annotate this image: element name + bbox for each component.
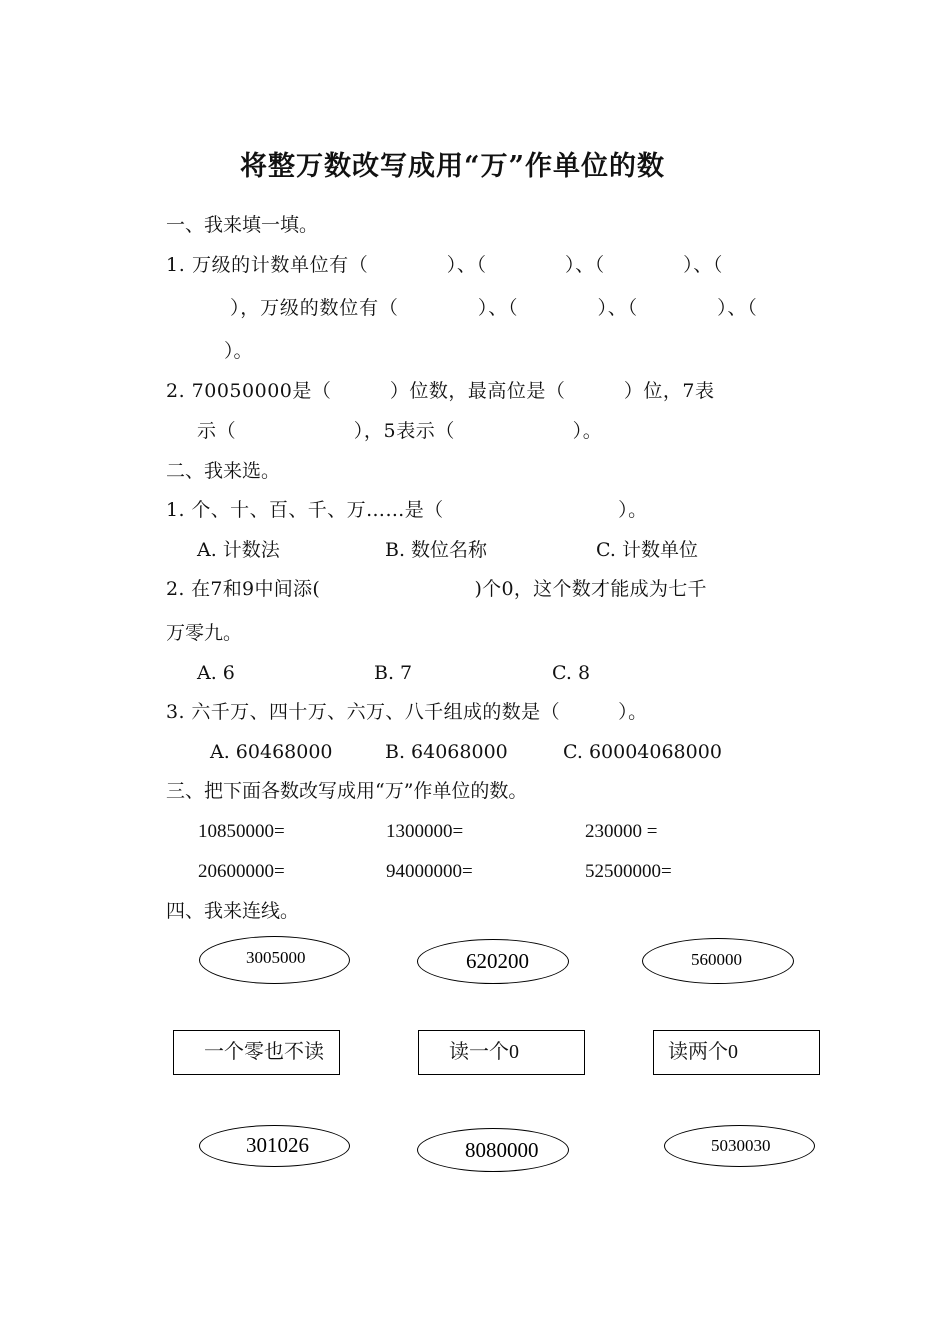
page-title: 将整万数改写成用“万”作单位的数 [240, 151, 666, 182]
number-oval [642, 938, 794, 984]
s2-q1-option-c: C. 计数单位 [596, 539, 698, 561]
conversion-item: 230000 = [585, 821, 658, 842]
s2-q3-option-b: B. 64068000 [385, 741, 508, 763]
s2-q2-line1: 2. 在7和9中间添( )个0，这个数才能成为七千 [166, 578, 707, 600]
section-1-heading: 一、我来填一填。 [166, 214, 319, 236]
s1-q1-line3: ）。 [224, 340, 253, 362]
section-4-heading: 四、我来连线。 [166, 900, 300, 922]
section-3-heading: 三、把下面各数改写成用“万”作单位的数。 [166, 780, 528, 802]
number-oval [417, 1128, 569, 1172]
s1-q1-line1: 1. 万级的计数单位有（ ）、（ ）、（ ）、（ [166, 254, 723, 276]
s2-q1-option-a: A. 计数法 [197, 539, 280, 561]
conversion-item: 52500000= [585, 861, 672, 882]
s2-q2-line2: 万零九。 [166, 622, 243, 644]
s2-q2-option-b: B. 7 [374, 662, 413, 684]
conversion-item: 10850000= [198, 821, 285, 842]
oval-number: 620200 [466, 949, 529, 973]
reading-box [173, 1030, 340, 1075]
oval-number: 8080000 [465, 1138, 539, 1162]
reading-box [418, 1030, 585, 1075]
s2-q2-option-a: A. 6 [197, 662, 235, 684]
number-oval [417, 939, 569, 984]
s2-q1-option-b: B. 数位名称 [385, 539, 488, 561]
oval-number: 5030030 [711, 1136, 771, 1155]
s2-q2-option-c: C. 8 [552, 662, 591, 684]
conversion-item: 1300000= [386, 821, 464, 842]
number-oval [664, 1125, 815, 1167]
s1-q2-line1: 2. 70050000是（ ）位数，最高位是（ ）位，7表 [166, 380, 715, 402]
s2-q1-text: 1. 个、十、百、千、万……是（ ）。 [166, 499, 648, 521]
s1-q2-line2: 示（ ），5表示（ ）。 [197, 420, 603, 442]
number-oval [199, 936, 350, 984]
s2-q3-text: 3. 六千万、四十万、六万、八千组成的数是（ ）。 [166, 701, 648, 723]
box-label: 读一个0 [449, 1041, 519, 1063]
oval-number: 560000 [691, 950, 742, 969]
box-label: 一个零也不读 [204, 1041, 324, 1063]
section-2-heading: 二、我来选。 [166, 460, 281, 482]
conversion-item: 94000000= [386, 861, 473, 882]
box-label: 读两个0 [668, 1041, 738, 1063]
conversion-item: 20600000= [198, 861, 285, 882]
s2-q3-option-c: C. 60004068000 [563, 741, 722, 763]
oval-number: 301026 [246, 1133, 309, 1157]
reading-box [653, 1030, 820, 1075]
oval-number: 3005000 [246, 948, 306, 967]
s2-q3-option-a: A. 60468000 [210, 741, 333, 763]
number-oval [199, 1125, 350, 1167]
s1-q1-line2: ），万级的数位有（ ）、（ ）、（ ）、（ [230, 297, 758, 319]
